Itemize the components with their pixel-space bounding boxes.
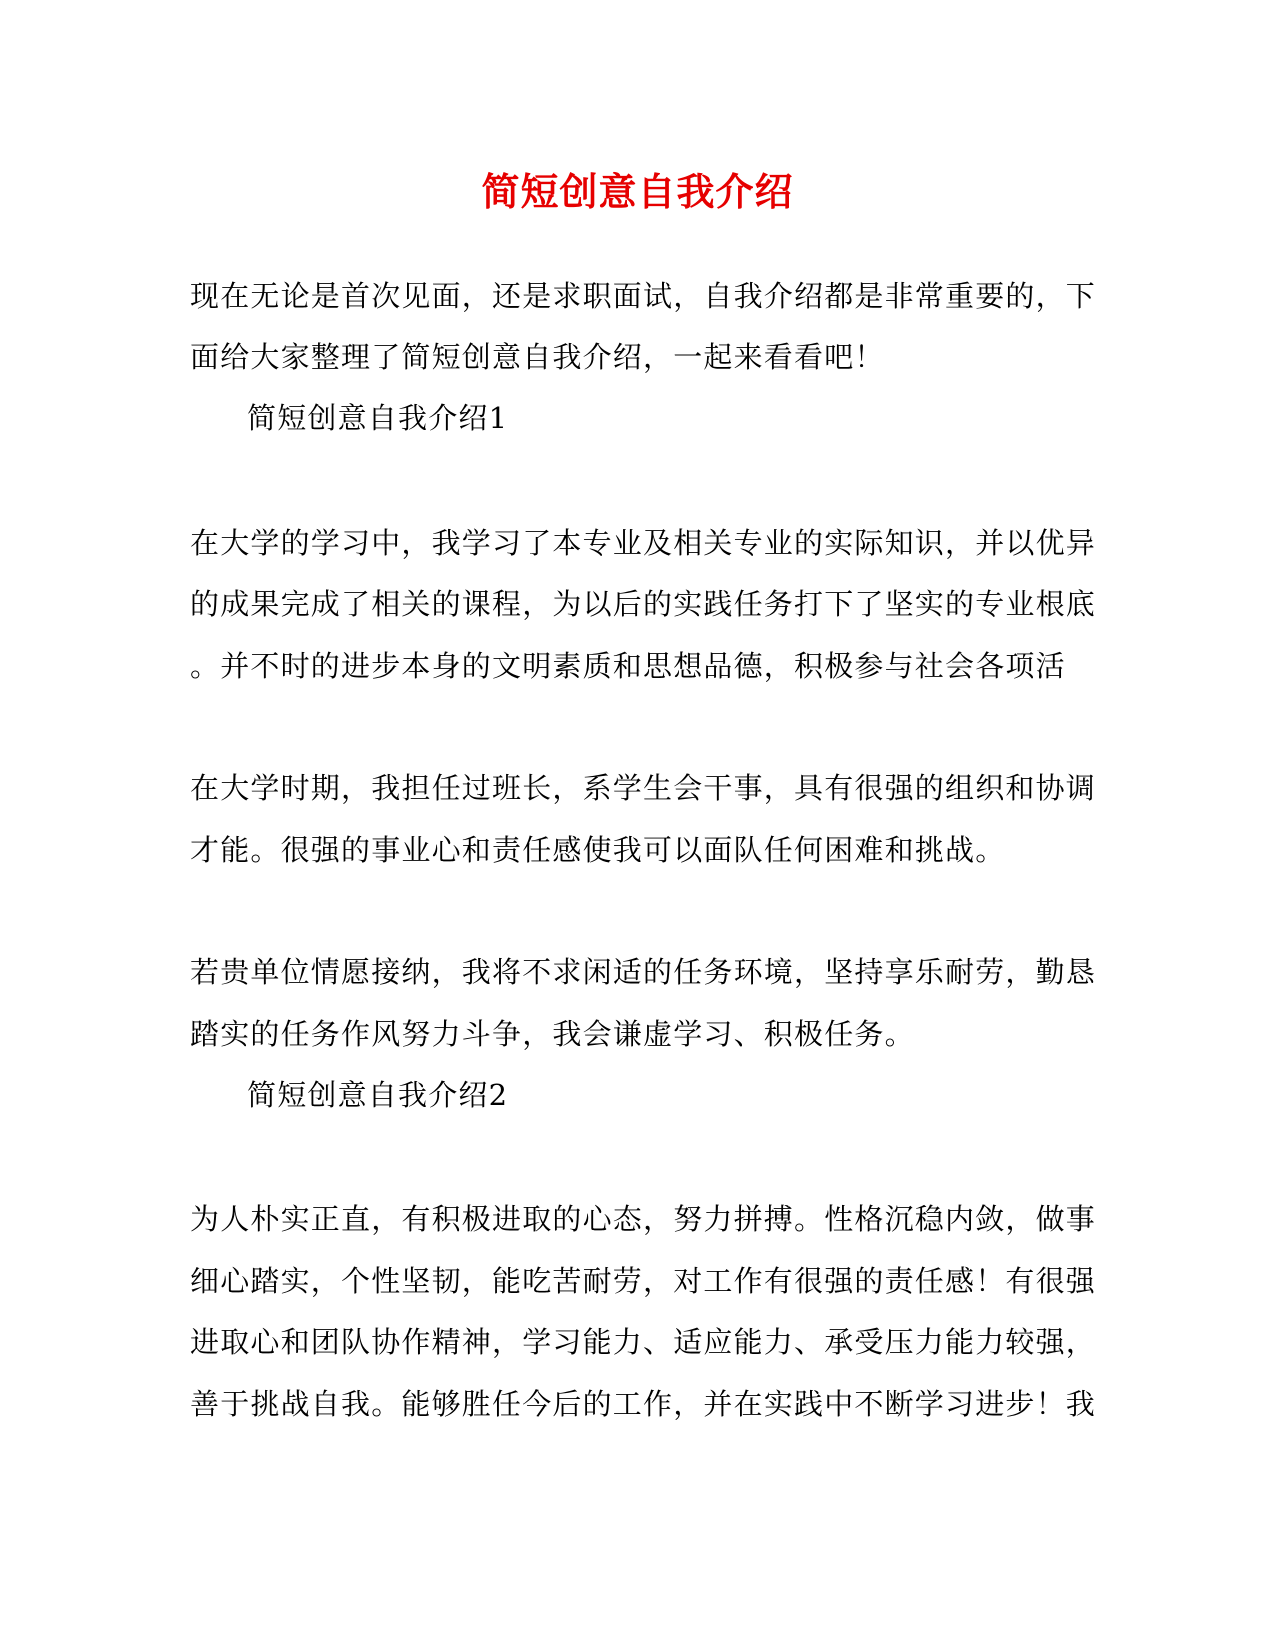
paragraph-line: 在大学时期，我担任过班长，系学生会干事，具有很强的组织和协调 [190,771,1097,805]
paragraph-line: 为人朴实正直，有积极进取的心态，努力拼搏。性格沉稳内敛，做事 [190,1202,1097,1236]
section-heading: 简短创意自我介绍1 [247,401,509,435]
paragraph-line: 踏实的任务作风努力斗争，我会谦虚学习、积极任务。 [190,1017,915,1051]
section-heading: 简短创意自我介绍2 [247,1078,509,1112]
paragraph-line: 才能。很强的事业心和责任感使我可以面队任何困难和挑战。 [190,833,1006,867]
paragraph-line: 善于挑战自我。能够胜任今后的工作，并在实践中不断学习进步！我 [190,1387,1097,1421]
paragraph-line: 在大学的学习中，我学习了本专业及相关专业的实际知识，并以优异 [190,526,1097,560]
paragraph-line: 。并不时的进步本身的文明素质和思想品德，积极参与社会各项活 [190,649,1066,683]
paragraph-line: 现在无论是首次见面，还是求职面试，自我介绍都是非常重要的，下 [190,279,1097,313]
paragraph-line: 进取心和团队协作精神，学习能力、适应能力、承受压力能力较强， [190,1325,1097,1359]
document-title: 简短创意自我介绍 [481,169,794,214]
paragraph-line: 细心踏实，个性坚韧，能吃苦耐劳，对工作有很强的责任感！有很强 [190,1264,1097,1298]
paragraph-line: 面给大家整理了简短创意自我介绍，一起来看看吧！ [190,340,885,374]
paragraph-line: 的成果完成了相关的课程，为以后的实践任务打下了坚实的专业根底 [190,587,1097,621]
paragraph-line: 若贵单位情愿接纳，我将不求闲适的任务环境，坚持享乐耐劳，勤恳 [190,955,1097,989]
